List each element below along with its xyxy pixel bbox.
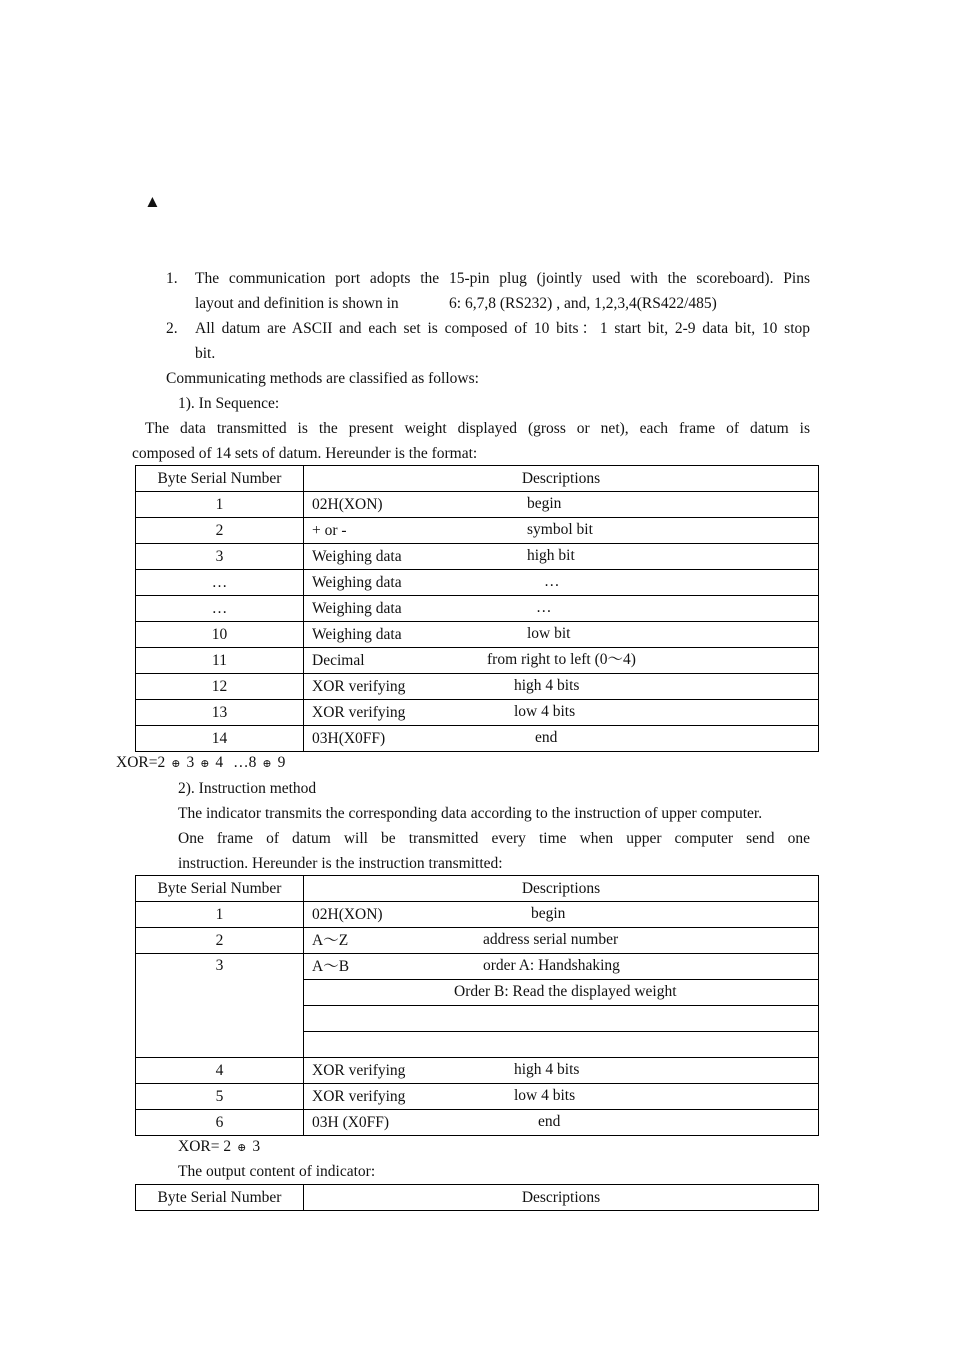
field-description: address serial number	[483, 931, 619, 948]
field-name: A～B	[312, 957, 350, 975]
field-description: begin	[527, 495, 562, 512]
xor-operator-icon: ⊕	[200, 758, 210, 770]
byte-number: 12	[136, 674, 304, 700]
xor-term: 3	[252, 1138, 261, 1155]
list-item-2-line2: bit.	[195, 345, 216, 362]
field-name: 02H(XON)	[312, 495, 383, 513]
header-descriptions: Descriptions	[304, 876, 819, 902]
field-description-order-b: Order B: Read the displayed weight	[454, 983, 677, 1000]
table-row	[136, 544, 819, 570]
field-name: Weighing data	[312, 599, 402, 617]
byte-number: 3	[136, 954, 304, 1058]
field-description: …	[536, 599, 552, 616]
byte-number: 3	[136, 544, 304, 570]
field-name: 03H(X0FF)	[312, 729, 386, 747]
byte-number: 13	[136, 700, 304, 726]
header-byte-serial-number: Byte Serial Number	[136, 876, 304, 902]
field-description: low bit	[527, 625, 571, 642]
field-description: high 4 bits	[514, 677, 580, 694]
xor-formula-sequence	[116, 750, 285, 777]
field-description: low 4 bits	[514, 1087, 576, 1104]
table-row	[136, 648, 819, 674]
instruction-heading: 2). Instruction method	[178, 780, 317, 797]
table-row	[136, 518, 819, 544]
field-name: XOR verifying	[312, 677, 406, 695]
field-name: XOR verifying	[312, 1087, 406, 1105]
list-item-1-line2: layout and definition is shown in 6: 6,7,8 (RS232) , and, 1,2,3,4(RS422/485)	[195, 295, 717, 312]
field-description: low 4 bits	[514, 703, 576, 720]
field-description: high 4 bits	[514, 1061, 580, 1078]
list-item-1-line1: The communication port adopts the 15-pin plug (jointly used with the scoreboard). Pins	[195, 270, 810, 287]
byte-number: …	[136, 596, 304, 622]
xor-operator-icon: ⊕	[262, 758, 272, 770]
byte-number: 4	[136, 1058, 304, 1084]
sequence-paragraph-line2: composed of 14 sets of datum. Hereunder is the format:	[132, 445, 478, 462]
instruction-paragraph-line3: instruction. Hereunder is the instruction transmitted:	[178, 855, 503, 872]
instruction-format-table	[135, 875, 819, 1136]
byte-number: 2	[136, 518, 304, 544]
field-name: XOR verifying	[312, 1061, 406, 1079]
field-name: Decimal	[312, 651, 365, 669]
sequence-paragraph-line1: The data transmitted is the present weight displayed (gross or net), each frame of datum is	[145, 420, 810, 437]
table-row	[136, 928, 819, 954]
byte-number: 1	[136, 902, 304, 928]
field-description: end	[535, 729, 558, 746]
sequence-heading: 1). In Sequence:	[178, 395, 280, 412]
xor-operator-icon: ⊕	[171, 758, 181, 770]
table-row	[136, 1084, 819, 1110]
output-format-table	[135, 1184, 819, 1211]
table-row	[136, 726, 819, 752]
xor-prefix: XOR=2	[116, 754, 166, 771]
table-row	[136, 700, 819, 726]
instruction-paragraph-line1: The indicator transmits the corresponding data according to the instruction of upper computer.	[178, 805, 763, 822]
table-row	[136, 1058, 819, 1084]
byte-number: 6	[136, 1110, 304, 1136]
field-description: order A: Handshaking	[483, 957, 620, 974]
field-description: high bit	[527, 547, 575, 564]
byte-number: 14	[136, 726, 304, 752]
table-row	[136, 492, 819, 518]
field-name: Weighing data	[312, 573, 402, 591]
field-name: 03H (X0FF)	[312, 1113, 390, 1131]
byte-number: 10	[136, 622, 304, 648]
list-number-2: 2.	[166, 320, 178, 337]
table-row	[136, 570, 819, 596]
sequence-format-table	[135, 465, 819, 752]
xor-formula-instruction	[178, 1134, 260, 1161]
field-name: Weighing data	[312, 547, 402, 565]
xor-operator-icon: ⊕	[237, 1142, 247, 1154]
field-description: end	[538, 1113, 561, 1130]
field-name: 02H(XON)	[312, 905, 383, 923]
field-description: …	[544, 573, 560, 590]
header-descriptions: Descriptions	[304, 1185, 819, 1211]
header-byte-serial-number: Byte Serial Number	[136, 466, 304, 492]
xor-ellipsis-term: …8	[233, 754, 257, 771]
byte-number: 2	[136, 928, 304, 954]
table-row	[136, 1110, 819, 1136]
table-header-row	[136, 1185, 819, 1211]
instruction-paragraph-line2: One frame of datum will be transmitted every time when upper computer send one	[178, 830, 810, 847]
table-row	[136, 674, 819, 700]
field-name: Weighing data	[312, 625, 402, 643]
field-description: from right to left (0～4)	[487, 651, 636, 668]
header-descriptions: Descriptions	[304, 466, 819, 492]
table-header-row	[136, 876, 819, 902]
field-name: + or -	[312, 521, 347, 539]
methods-intro: Communicating methods are classified as follows:	[166, 370, 479, 387]
table-row	[136, 902, 819, 928]
xor-prefix: XOR= 2	[178, 1138, 232, 1155]
byte-number: …	[136, 570, 304, 596]
field-description: symbol bit	[527, 521, 593, 538]
output-intro: The output content of indicator:	[178, 1163, 376, 1180]
byte-number: 5	[136, 1084, 304, 1110]
field-description: begin	[531, 905, 566, 922]
triangle-marker-icon: ▲	[144, 192, 161, 211]
xor-term: 4	[215, 754, 224, 771]
byte-number: 1	[136, 492, 304, 518]
table-row	[136, 622, 819, 648]
field-name: A～Z	[312, 931, 349, 949]
field-name: XOR verifying	[312, 703, 406, 721]
table-header-row	[136, 466, 819, 492]
list-item-2-line1: All datum are ASCII and each set is composed of 10 bits：1 start bit, 2-9 data bit, 10 stop	[195, 320, 810, 337]
byte-number: 11	[136, 648, 304, 674]
list-number-1: 1.	[166, 270, 178, 287]
xor-term: 9	[277, 754, 286, 771]
xor-term: 3	[186, 754, 195, 771]
table-row	[136, 596, 819, 622]
header-byte-serial-number: Byte Serial Number	[136, 1185, 304, 1211]
table-row	[136, 954, 819, 980]
